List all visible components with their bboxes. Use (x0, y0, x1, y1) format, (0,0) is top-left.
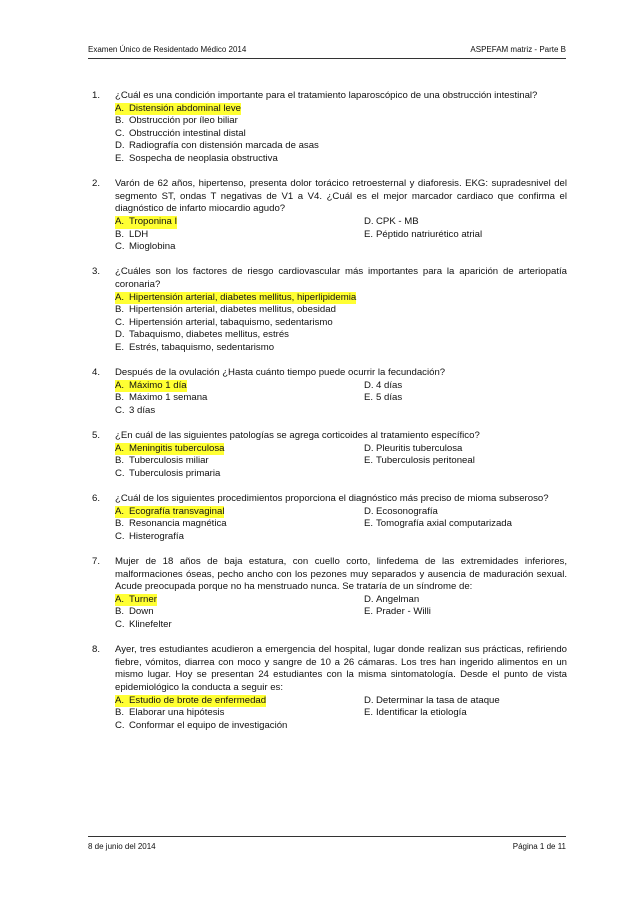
option-text: Elaborar una hipótesis (129, 707, 225, 719)
option-text: Hipertensión arterial, diabetes mellitus, hiperlipidemia (129, 291, 357, 303)
answer-option (115, 115, 238, 128)
option-text: Radiografía con distensión marcada de asas (129, 140, 319, 152)
option-text: Down (129, 606, 154, 618)
option-letter: C. (115, 719, 125, 731)
question-stem (92, 367, 567, 380)
option-row (92, 506, 567, 519)
option-letter: B. (115, 518, 125, 530)
option-letter: C. (115, 530, 125, 542)
option-letter: E. (364, 606, 374, 618)
option-text: Péptido natriurético atrial (376, 228, 483, 240)
answer-option (364, 443, 462, 456)
answer-option (115, 304, 336, 317)
option-letter: B. (115, 228, 125, 240)
option-row (92, 216, 567, 229)
question-stem (92, 178, 567, 216)
footer-date: 8 de junio del 2014 (88, 842, 156, 851)
answer-option (115, 506, 224, 519)
option-letter: B. (115, 304, 125, 316)
answer-option (115, 317, 333, 330)
option-row (92, 153, 567, 166)
option-letter: A. (115, 291, 125, 303)
option-text: Mioglobina (129, 241, 176, 253)
answer-option (115, 468, 220, 481)
option-row (92, 329, 567, 342)
option-text: Tuberculosis peritoneal (376, 455, 475, 467)
option-letter: B. (115, 606, 125, 618)
option-text: Tomografía axial computarizada (376, 518, 512, 530)
option-letter: E. (115, 152, 125, 164)
question-number: 3. (92, 266, 101, 278)
option-row (92, 707, 567, 720)
option-letter: A. (115, 593, 125, 605)
option-text: Tabaquismo, diabetes mellitus, estrés (129, 329, 289, 341)
option-row (92, 241, 567, 254)
question-text: ¿Cuál es una condición importante para el tratamiento laparoscópico de una obstrucción intestinal? (115, 90, 538, 101)
option-text: 5 días (376, 392, 403, 404)
question-block (92, 90, 567, 166)
answer-option (364, 594, 419, 607)
question-text: Varón de 62 años, hipertenso, presenta dolor torácico retroesternal y diaforesis. EKG: supradesnivel del segmento ST, ondas T negativas de V1 a V4. ¿Cuál es el mejor marcador cardiaco que confirma el diagnóstico de infarto miocardio agudo? (115, 178, 567, 215)
option-text: Ecosonografía (376, 505, 438, 517)
header-section-label: ASPEFAM matriz - Parte B (470, 45, 566, 54)
option-text: Hipertensión arterial, tabaquismo, sedentarismo (129, 316, 333, 328)
page-footer (88, 836, 566, 853)
option-text: Sospecha de neoplasia obstructiva (129, 152, 278, 164)
option-letter: A. (115, 215, 125, 227)
option-text: Troponina I (129, 215, 178, 227)
option-letter: B. (115, 707, 125, 719)
option-row (92, 468, 567, 481)
option-text: Estrés, tabaquismo, sedentarismo (129, 341, 275, 353)
question-block (92, 556, 567, 632)
answer-option (115, 216, 177, 229)
answer-option (364, 707, 467, 720)
question-number: 7. (92, 555, 101, 567)
option-row (92, 304, 567, 317)
option-text: Turner (129, 593, 157, 605)
answer-option (364, 380, 402, 393)
answer-option (115, 594, 157, 607)
option-letter: C. (115, 127, 125, 139)
option-letter: E. (364, 518, 374, 530)
answer-option (115, 695, 266, 708)
question-list (92, 90, 567, 745)
option-letter: D. (364, 593, 374, 605)
option-text: Identificar la etiología (376, 707, 467, 719)
option-row (92, 695, 567, 708)
answer-option (115, 455, 209, 468)
option-letter: C. (115, 467, 125, 479)
option-row (92, 229, 567, 242)
option-letter: A. (115, 505, 125, 517)
option-row (92, 317, 567, 330)
answer-option (115, 103, 241, 116)
question-number: 2. (92, 178, 101, 190)
question-stem (92, 556, 567, 594)
option-text: Meningitis tuberculosa (129, 442, 225, 454)
option-letter: A. (115, 379, 125, 391)
option-letter: A. (115, 694, 125, 706)
option-row (92, 720, 567, 733)
option-row (92, 128, 567, 141)
option-text: Pleuritis tuberculosa (376, 442, 463, 454)
question-stem (92, 644, 567, 694)
option-row (92, 140, 567, 153)
option-row (92, 518, 567, 531)
option-row (92, 115, 567, 128)
answer-option (364, 216, 419, 229)
answer-option (115, 518, 227, 531)
option-text: Máximo 1 día (129, 379, 187, 391)
option-row (92, 443, 567, 456)
answer-option (115, 443, 224, 456)
footer-page-number: Página 1 de 11 (512, 842, 566, 851)
question-stem (92, 266, 567, 291)
option-letter: C. (115, 404, 125, 416)
option-letter: E. (364, 228, 374, 240)
option-row (92, 292, 567, 305)
option-letter: B. (115, 115, 125, 127)
option-text: Tuberculosis miliar (129, 455, 209, 467)
option-text: Obstrucción por íleo biliar (129, 115, 238, 127)
question-block (92, 644, 567, 732)
answer-option (115, 707, 224, 720)
option-text: Prader - Willi (376, 606, 431, 618)
option-text: Obstrucción intestinal distal (129, 127, 246, 139)
option-letter: D. (364, 505, 374, 517)
option-row (92, 606, 567, 619)
option-row (92, 455, 567, 468)
option-text: Hipertensión arterial, diabetes mellitus, obesidad (129, 304, 336, 316)
header-exam-title: Examen Único de Residentado Médico 2014 (88, 45, 247, 54)
question-number: 6. (92, 493, 101, 504)
option-letter: E. (364, 392, 374, 404)
option-text: Ecografía transvaginal (129, 505, 225, 517)
option-text: Resonancia magnética (129, 518, 227, 530)
answer-option (364, 506, 438, 519)
question-text: ¿Cuál de los siguientes procedimientos proporciona el diagnóstico más preciso de mioma subseroso? (115, 493, 549, 504)
answer-option (115, 292, 356, 305)
question-text: ¿En cuál de las siguientes patologías se agrega corticoides al tratamiento específico? (115, 430, 480, 442)
option-letter: E. (115, 341, 125, 353)
answer-option (115, 140, 319, 153)
option-row (92, 103, 567, 116)
option-text: 3 días (129, 404, 156, 416)
option-letter: D. (364, 379, 374, 391)
option-row (92, 531, 567, 544)
answer-option (115, 229, 148, 242)
answer-option (364, 695, 500, 708)
page-header (88, 44, 566, 59)
answer-option (115, 329, 289, 342)
answer-option (115, 720, 287, 733)
option-letter: E. (364, 455, 374, 467)
option-letter: D. (115, 140, 125, 152)
question-text: Después de la ovulación ¿Hasta cuánto tiempo puede ocurrir la fecundación? (115, 367, 446, 379)
answer-option (115, 342, 274, 355)
question-stem (92, 90, 567, 103)
answer-option (115, 128, 246, 141)
answer-option (115, 392, 207, 405)
question-number: 1. (92, 90, 101, 101)
option-letter: D. (115, 329, 125, 341)
option-letter: B. (115, 392, 125, 404)
option-letter: C. (115, 316, 125, 328)
question-block (92, 266, 567, 354)
option-text: Conformar el equipo de investigación (129, 719, 288, 731)
option-letter: D. (364, 442, 374, 454)
answer-option (364, 518, 512, 531)
option-text: LDH (129, 228, 149, 240)
answer-option (115, 241, 175, 254)
option-letter: C. (115, 618, 125, 630)
option-letter: D. (364, 694, 374, 706)
answer-option (364, 606, 431, 619)
option-row (92, 619, 567, 632)
question-block (92, 493, 567, 543)
answer-option (364, 455, 475, 468)
answer-option (115, 405, 155, 418)
question-text: Mujer de 18 años de baja estatura, con cuello corto, linfedema de las extremidades inferiores, malformaciones óseas, pecho ancho con los pezones muy separados y ausencia de maduración sexual. Acude preocupada porque no ha menstruado nunca. Se trataría de un síndrome de: (115, 555, 567, 593)
option-letter: E. (364, 707, 374, 719)
question-number: 4. (92, 367, 101, 379)
question-stem (92, 493, 567, 506)
option-text: Máximo 1 semana (129, 392, 208, 404)
question-text: ¿Cuáles son los factores de riesgo cardiovascular más importantes para la aparición de arteriopatía coronaria? (115, 266, 567, 290)
question-text: Ayer, tres estudiantes acudieron a emergencia del hospital, lugar donde realizan sus prácticas, refiriendo fiebre, vómitos, diarrea con moco y sangre de 10 a 26 cámaras. Los tres han ingerido alimentos en un mismo lugar. Hoy se presentan 24 estudiantes con la misma sintomatología. Desde el punto de vista epidemiológico la conducta a seguir es: (115, 644, 567, 693)
question-block (92, 430, 567, 480)
question-block (92, 178, 567, 254)
option-letter: D. (364, 215, 374, 227)
option-text: Estudio de brote de enfermedad (129, 694, 267, 706)
option-letter: C. (115, 241, 125, 253)
option-text: Histerografía (129, 530, 184, 542)
answer-option (115, 531, 184, 544)
option-text: Tuberculosis primaria (129, 467, 221, 479)
option-row (92, 342, 567, 355)
question-stem (92, 430, 567, 443)
question-number: 5. (92, 430, 101, 442)
option-row (92, 392, 567, 405)
option-text: Klinefelter (129, 618, 172, 630)
answer-option (115, 380, 187, 393)
option-row (92, 594, 567, 607)
answer-option (364, 229, 482, 242)
option-letter: A. (115, 442, 125, 454)
answer-option (115, 606, 154, 619)
option-row (92, 380, 567, 393)
option-text: Angelman (376, 593, 420, 605)
answer-option (115, 153, 278, 166)
answer-option (364, 392, 402, 405)
question-block (92, 367, 567, 417)
answer-option (115, 619, 172, 632)
option-row (92, 405, 567, 418)
option-text: Distensión abdominal leve (129, 102, 241, 114)
question-number: 8. (92, 644, 101, 656)
option-text: Determinar la tasa de ataque (376, 694, 500, 706)
option-text: CPK - MB (376, 215, 419, 227)
option-letter: A. (115, 102, 125, 114)
option-text: 4 días (376, 379, 403, 391)
option-letter: B. (115, 455, 125, 467)
